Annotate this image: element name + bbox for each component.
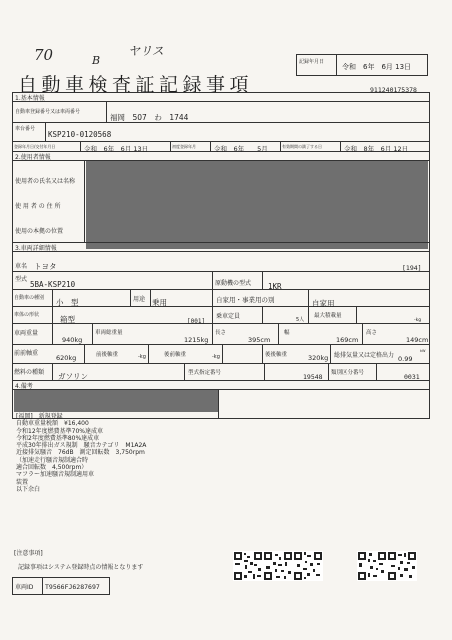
vehicle-kind-label: 自動車の種別 (14, 295, 45, 301)
use-label: 用途 (133, 296, 146, 303)
handwritten-note-mid: B (92, 54, 101, 67)
height-label: 高さ (366, 330, 378, 336)
classification-label: 類別区分番号 (331, 370, 365, 376)
remarks-text: [福岡] 新規登録 自動車重量税額 ¥16,400 令和12年度燃費基準70%達成車 令和2年度燃費基準80%達成車 平成30年排出ガス規制 騒音カテゴリ M1A2A 近接排気騒音 76dB 測定回転数 3,750rpm （加速走行騒音規制適合時 適合回転数 4,500rpm） マフラー加速騒音規制適用車 装置 以下余白 (16, 413, 147, 493)
registration-number-label: 自動車登録番号又は車両番号 (15, 109, 81, 115)
body-shape-value: 箱型 (60, 315, 75, 324)
maker-label: 車名 (15, 263, 28, 270)
registration-date-value: 令和 6年 6月 13日 (84, 145, 149, 153)
document-number: 911240175378 (370, 86, 417, 94)
width-label: 幅 (284, 330, 290, 336)
vehicle-id-label: 車両ID (15, 584, 34, 591)
vehicle-weight-value: 940kg (62, 336, 83, 344)
max-load-unit: -kg (414, 318, 422, 323)
qr-code-icon (293, 551, 323, 581)
notes-label: [注意事項] (14, 550, 43, 557)
front-rear-axle-value: -kg (138, 354, 146, 360)
displacement-label: 総排気量又は定格出力 (334, 352, 395, 359)
maker-value: トヨタ (34, 262, 57, 271)
displacement-value: 0.99 (398, 355, 413, 363)
user-name-label: 使用者の氏名又は名称 (15, 178, 76, 185)
body-shape-label: 車体の形状 (14, 312, 40, 318)
vehicle-kind-value: 小 型 (56, 298, 79, 307)
purpose-value: 自家用 (312, 299, 335, 308)
qr-code-icon (357, 551, 387, 581)
user-address-label: 使 用 者 の 住 所 (15, 203, 61, 210)
record-date-value: 令和 6年 6月 13日 (342, 63, 412, 71)
body-shape-code: [001] (187, 318, 206, 325)
use-value: 乗用 (152, 298, 167, 307)
model-value: 5BA-KSP210 (30, 280, 76, 289)
redacted-remarks (14, 390, 218, 412)
handwritten-note-left: 70 (34, 46, 54, 64)
gross-weight-label: 車両総重量 (95, 330, 123, 336)
front-rear-axle-label: 前後軸重 (96, 352, 119, 358)
maker-code: [194] (402, 264, 422, 272)
notes-text: 記録事項はシステム登録時点の情報となります (18, 564, 144, 571)
rear-rear-axle-label: 後後軸重 (265, 352, 288, 358)
section-basic-header: 1.基本情報 (15, 95, 45, 102)
chassis-number-label: 車台番号 (15, 126, 36, 132)
height-value: 149cm (406, 336, 429, 344)
record-date-label: 記録年月日 (299, 59, 325, 65)
expiry-date-value: 令和 8年 6月 12日 (344, 145, 409, 153)
chassis-number-value: KSP210-0120568 (48, 130, 112, 139)
redacted-user-info (86, 161, 428, 249)
page-title: 自動車検査証記録事項 (18, 74, 254, 96)
type-approval-value: 19548 (303, 373, 323, 381)
engine-value: 1KR (268, 282, 282, 291)
width-value: 169cm (336, 336, 359, 344)
base-location-label: 使用の本拠の位置 (15, 228, 64, 235)
qr-code-icon (387, 551, 417, 581)
max-load-label: 最大積載量 (314, 313, 342, 319)
capacity-label: 乗車定員 (216, 313, 241, 320)
fuel-type-label: 燃料の種類 (14, 369, 45, 376)
vehicle-weight-label: 車両重量 (14, 330, 39, 337)
rear-front-axle-label: 後前軸重 (164, 352, 187, 358)
engine-label: 原動機の型式 (215, 280, 252, 287)
model-label: 型式 (15, 276, 28, 283)
expiry-date-label: 有効期間の満了する日 (282, 144, 322, 149)
qr-code-icon (263, 551, 293, 581)
front-front-axle-label: 前前軸重 (14, 350, 39, 357)
first-registration-value: 令和 6年 5月 (214, 145, 268, 153)
displacement-unit: kW (420, 349, 426, 353)
registration-date-label: 登録年月日/交付年月日 (14, 144, 56, 149)
type-approval-label: 型式指定番号 (188, 370, 222, 376)
capacity-value: 5人 (296, 317, 305, 323)
front-front-axle-value: 620kg (56, 354, 77, 362)
rear-front-axle-value: -kg (212, 354, 220, 360)
first-registration-label: 初度登録年月 (172, 144, 196, 149)
gross-weight-value: 1215kg (184, 336, 209, 344)
length-value: 395cm (248, 336, 271, 344)
length-label: 長さ (215, 330, 227, 336)
qr-code-icon (233, 551, 263, 581)
purpose-label: 自家用・事業用の別 (216, 296, 275, 304)
section-vehicle-header: 3.車両詳細情報 (15, 245, 57, 252)
vehicle-id-value: T9566FJ6287697 (45, 583, 100, 591)
classification-value: 0031 (404, 373, 420, 381)
section-remarks-header: 4.備考 (15, 383, 33, 390)
handwritten-note-right: ヤリス (128, 44, 164, 58)
section-user-header: 2.使用者情報 (15, 154, 51, 161)
fuel-type-value: ガソリン (58, 372, 88, 381)
registration-number-value: 福岡 507 わ 1744 (110, 113, 189, 122)
rear-rear-axle-value: 320kg (308, 354, 329, 362)
